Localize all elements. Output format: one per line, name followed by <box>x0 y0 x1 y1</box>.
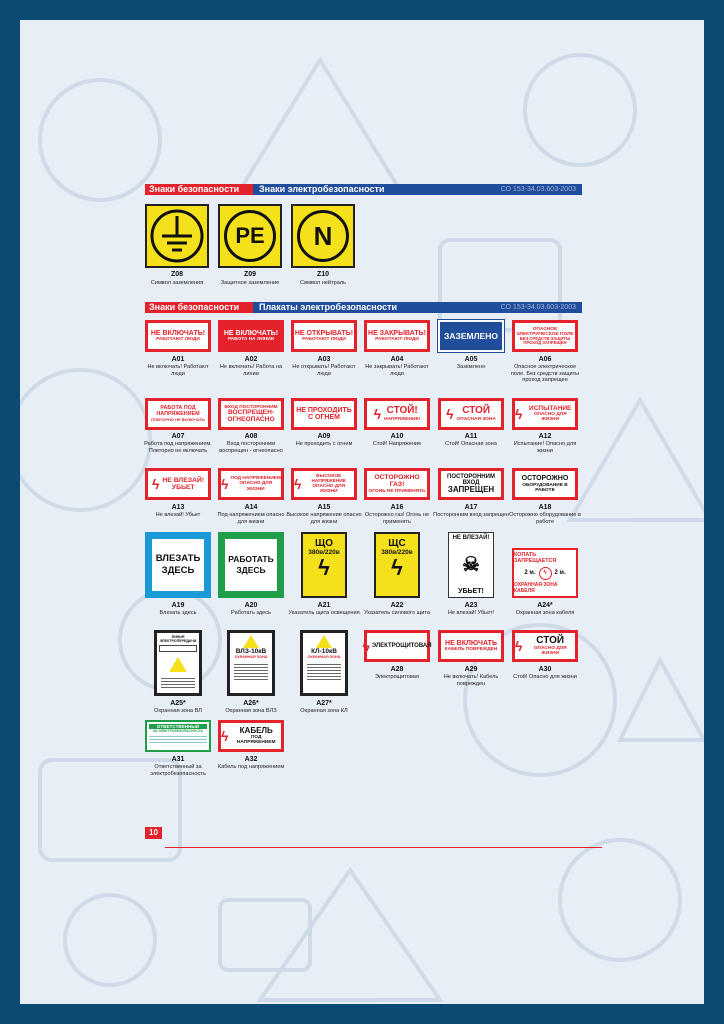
header-category: Знаки безопасности <box>145 184 253 195</box>
poster-code: A31 <box>171 756 185 763</box>
lightning-icon: ϟ <box>373 405 382 422</box>
poster-a01: НЕ ВКЛЮЧАТЬ! РАБОТАЮТ ЛЮДИ <box>145 320 211 352</box>
poster-a15: ϟ ВЫСОКОЕ НАПРЯЖЕНИЕ ОПАСНО ДЛЯ ЖИЗНИ <box>291 468 357 500</box>
lightning-icon: ϟ <box>515 405 523 422</box>
lightning-icon: ϟ <box>221 475 229 492</box>
neutral-symbol-text: N <box>297 210 349 262</box>
poster-code: A20 <box>244 602 258 609</box>
poster-caption: Посторонним вход запрещен <box>433 512 509 518</box>
poster-caption: Не влезай! Убьет <box>155 512 201 518</box>
poster-a05: ЗАЗЕМЛЕНО <box>438 320 504 352</box>
poster-a28: ϟ ЭЛЕКТРОЩИТОВАЯ <box>364 630 430 662</box>
poster-caption: Ответственный за электробезопасность <box>150 764 206 777</box>
header-title: Плакаты электробезопасности <box>253 302 582 313</box>
poster-code: A22 <box>390 602 404 609</box>
poster-a10: ϟ СТОЙ! НАПРЯЖЕНИЕ! <box>364 398 430 430</box>
poster-caption: Стой! Напряжение <box>372 441 422 447</box>
poster-code: A02 <box>244 356 258 363</box>
sign-code: Z09 <box>243 271 257 278</box>
poster-code: A32 <box>244 756 258 763</box>
lightning-icon: ϟ <box>539 567 552 580</box>
poster-a12: ϟ ИСПЫТАНИЕ ОПАСНО ДЛЯ ЖИЗНИ <box>512 398 578 430</box>
sign-caption: Символ заземления <box>150 280 204 286</box>
info-lines <box>149 734 207 744</box>
poster-caption: Не закрывать! Работают люди <box>365 364 429 377</box>
poster-code: A19 <box>171 602 185 609</box>
sign-pe-symbol <box>218 204 282 268</box>
poster-a06: ОПАСНОЕ ЭЛЕКТРИЧЕСКОЕ ПОЛЕ БЕЗ СРЕДСТВ ЗАЩИТЫ ПРОХОД ЗАПРЕЩЕН <box>512 320 578 352</box>
sign-caption: Символ нейтраль <box>299 280 346 286</box>
sign-code: Z08 <box>170 271 184 278</box>
poster-code: A07 <box>171 433 185 440</box>
poster-code: A29 <box>464 666 478 673</box>
header-standard: СО 153-34.03.603-2003 <box>500 304 576 311</box>
poster-a03: НЕ ОТКРЫВАТЬ! РАБОТАЮТ ЛЮДИ <box>291 320 357 352</box>
lightning-icon: ϟ <box>151 475 160 492</box>
poster-code: A18 <box>538 504 552 511</box>
poster-code: A09 <box>317 433 331 440</box>
poster-caption: Не включать! Работают люди <box>147 364 209 377</box>
info-lines <box>161 676 195 690</box>
poster-caption: Указатель щита освещения <box>288 610 360 616</box>
header-standard: СО 153-34.03.603-2003 <box>500 186 576 193</box>
poster-caption: Испытание! Опасно для жизни <box>513 441 577 454</box>
poster-a16: ОСТОРОЖНО ГАЗ! ОГОНЬ НЕ ПРИМЕНЯТЬ <box>364 468 430 500</box>
page-number: 10 <box>145 827 162 839</box>
poster-code: A06 <box>538 356 552 363</box>
poster-caption: Указатель силового щита <box>364 610 430 616</box>
poster-caption: Не включать! Кабель поврежден <box>443 674 499 687</box>
poster-caption: Осторожно газ! Огонь не применять <box>364 512 430 525</box>
poster-caption: Высокое напряжение опасно для жизни <box>286 512 362 525</box>
poster-code: A04 <box>390 356 404 363</box>
poster-caption: Влезать здесь <box>159 610 197 616</box>
poster-code: A24* <box>537 602 553 609</box>
poster-caption: Заземлено <box>456 364 486 370</box>
poster-caption: Под напряжением опасно для жизни <box>217 512 285 525</box>
poster-a17: ПОСТОРОННИМ ВХОД ЗАПРЕЩЕН <box>438 468 504 500</box>
footer-line <box>165 847 602 848</box>
lightning-icon: ϟ <box>221 727 229 744</box>
sign-caption: Защитное заземление <box>220 280 280 286</box>
poster-caption: Работа под напряжением. Повторно не включать <box>144 441 212 454</box>
poster-a24: КОПАТЬ ЗАПРЕЩАЕТСЯ 2 м. ϟ 2 м. ОХРАННАЯ ЗОНА КАБЕЛЯ <box>512 548 578 598</box>
poster-code: A03 <box>317 356 331 363</box>
lightning-icon: ϟ <box>391 555 403 580</box>
poster-caption: Не открывать! Работают люди <box>292 364 356 377</box>
poster-caption: Осторожно оборудование в работе <box>509 512 581 525</box>
poster-a27: КЛ-10кВ ОХРАННАЯ ЗОНА <box>300 630 348 696</box>
poster-a29: НЕ ВКЛЮЧАТЬ КАБЕЛЬ ПОВРЕЖДЕН <box>438 630 504 662</box>
poster-caption: Охранная зона кабеля <box>515 610 575 616</box>
poster-a21: ЩО 380в/220в ϟ <box>301 532 347 598</box>
poster-code: A16 <box>390 504 404 511</box>
poster-caption: Стой! Опасная зона <box>445 441 497 447</box>
lightning-icon: ϟ <box>318 555 330 580</box>
poster-a31: ОТВЕТСТВЕННЫЙ ЗА ЭЛЕКТРОБЕЗОПАСНОСТЬ <box>145 720 211 752</box>
ground-icon <box>147 206 207 266</box>
section-header-symbols <box>145 184 582 195</box>
poster-code: A13 <box>171 504 185 511</box>
poster-a26: ВЛЗ-10кВ ОХРАННАЯ ЗОНА <box>227 630 275 696</box>
poster-a13: ϟ НЕ ВЛЕЗАЙ! УБЬЕТ <box>145 468 211 500</box>
poster-code: A23 <box>464 602 478 609</box>
poster-caption: Стой! Опасно для жизни <box>513 674 577 680</box>
info-lines <box>234 662 268 682</box>
header-title: Знаки электробезопасности <box>253 184 582 195</box>
catalog-page <box>20 20 704 1004</box>
poster-caption: Электрощитовая <box>375 674 419 680</box>
poster-a11: ϟ СТОЙ ОПАСНАЯ ЗОНА <box>438 398 504 430</box>
sign-code: Z10 <box>316 271 330 278</box>
poster-code: A21 <box>317 602 331 609</box>
poster-code: A30 <box>538 666 552 673</box>
pe-symbol-text: PE <box>224 210 276 262</box>
poster-code: A01 <box>171 356 185 363</box>
poster-code: A08 <box>244 433 258 440</box>
lightning-icon: ϟ <box>446 405 454 422</box>
warning-triangle-icon <box>243 635 259 648</box>
poster-a22: ЩС 380в/220в ϟ <box>374 532 420 598</box>
poster-code: A11 <box>464 433 478 440</box>
poster-a23: НЕ ВЛЕЗАЙ! ☠ УБЬЕТ! <box>448 532 494 598</box>
poster-code: A15 <box>317 504 331 511</box>
poster-code: A14 <box>244 504 258 511</box>
poster-a04: НЕ ЗАКРЫВАТЬ! РАБОТАЮТ ЛЮДИ <box>364 320 430 352</box>
poster-code: A05 <box>464 356 478 363</box>
poster-code: A10 <box>390 433 404 440</box>
poster-code: A12 <box>538 433 552 440</box>
sign-neutral-symbol <box>291 204 355 268</box>
poster-code: A27* <box>316 700 332 707</box>
poster-a30: ϟ СТОЙ ОПАСНО ДЛЯ ЖИЗНИ <box>512 630 578 662</box>
distance-bar <box>159 645 197 652</box>
poster-code: A28 <box>390 666 404 673</box>
section-header-posters <box>145 302 582 313</box>
poster-a19: ВЛЕЗАТЬ ЗДЕСЬ <box>145 532 211 598</box>
poster-caption: Вход посторонним воспрещен - огнеопасно <box>219 441 283 454</box>
warning-triangle-icon <box>169 657 187 672</box>
poster-a08: ВХОД ПОСТОРОННИМ ВОСПРЕЩЕН- ОГНЕОПАСНО <box>218 398 284 430</box>
info-lines <box>307 662 341 682</box>
poster-a18: ОСТОРОЖНО ОБОРУДОВАНИЕ В РАБОТЕ <box>512 468 578 500</box>
poster-code: A25* <box>170 700 186 707</box>
poster-a14: ϟ ПОД НАПРЯЖЕНИЕМ ОПАСНО ДЛЯ ЖИЗНИ <box>218 468 284 500</box>
poster-caption: Кабель под напряжением <box>217 764 285 770</box>
poster-caption: Охранная зона ВЛЗ <box>225 708 277 714</box>
poster-a32: ϟ КАБЕЛЬ ПОД НАПРЯЖЕНИЕМ <box>218 720 284 752</box>
skull-icon: ☠ <box>462 553 480 576</box>
poster-code: A17 <box>464 504 478 511</box>
lightning-icon: ϟ <box>362 637 370 654</box>
poster-caption: Охранная зона ВЛ <box>154 708 202 714</box>
poster-caption: Опасное электрическое поле. Без средств защиты проход запрещен <box>510 364 580 384</box>
poster-a02: НЕ ВКЛЮЧАТЬ! РАБОТА НА ЛИНИИ <box>218 320 284 352</box>
poster-a07: РАБОТА ПОД НАПРЯЖЕНИЕМ ПОВТОРНО НЕ ВКЛЮЧАТЬ <box>145 398 211 430</box>
poster-a09: НЕ ПРОХОДИТЬ С ОГНЕМ <box>291 398 357 430</box>
poster-caption: Не включать! Работа на линии <box>219 364 283 377</box>
sign-ground-symbol <box>145 204 209 268</box>
lightning-icon: ϟ <box>294 475 302 492</box>
header-category: Знаки безопасности <box>145 302 253 313</box>
poster-caption: Не влезай! Убьет! <box>447 610 495 616</box>
poster-caption: Охранная зона КЛ <box>300 708 348 714</box>
warning-triangle-icon <box>316 635 332 648</box>
poster-a20: РАБОТАТЬ ЗДЕСЬ <box>218 532 284 598</box>
poster-code: A26* <box>243 700 259 707</box>
poster-caption: Не проходить с огнем <box>295 441 353 447</box>
poster-caption: Работать здесь <box>231 610 271 616</box>
poster-a25: ЛИНИЯ ЭЛЕКТРОПЕРЕДАЧИ <box>154 630 202 696</box>
lightning-icon: ϟ <box>515 637 523 654</box>
